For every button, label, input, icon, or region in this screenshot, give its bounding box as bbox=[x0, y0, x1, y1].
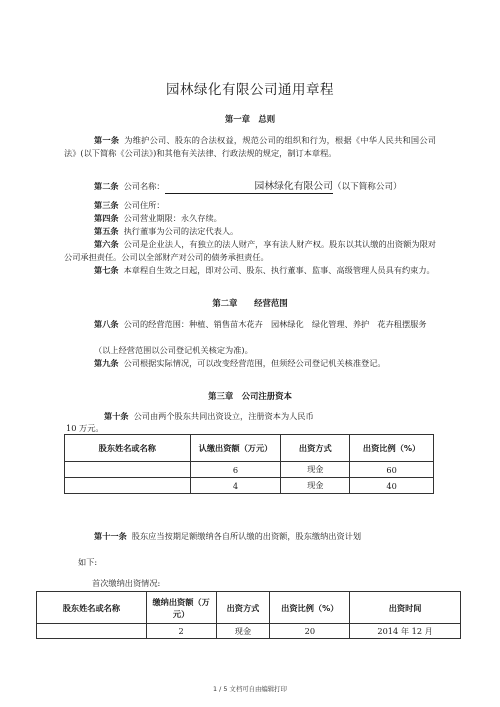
article-2-suffix: （以下简称公司） bbox=[332, 182, 402, 192]
chapter-1-heading: 第一章 总则 bbox=[224, 114, 276, 124]
article-5-label: 第五条 bbox=[94, 226, 119, 236]
table-cell bbox=[37, 624, 147, 639]
table-cell: 现金 bbox=[281, 478, 350, 494]
table-row bbox=[37, 624, 461, 639]
article-1-label: 第一条 bbox=[94, 135, 120, 145]
article-4-label: 第四条 bbox=[94, 213, 119, 223]
article-11 bbox=[64, 530, 436, 543]
table-cell: 现金 bbox=[281, 462, 350, 478]
article-3 bbox=[64, 199, 436, 212]
table-header: 认缴出资额（万元） bbox=[190, 435, 281, 462]
table-cell: 现金 bbox=[216, 624, 270, 639]
first-payment-caption: 首次缴纳出资情况: bbox=[92, 578, 161, 588]
article-11-label: 第十一条 bbox=[94, 531, 127, 541]
article-11-continued: 如下: bbox=[78, 557, 98, 567]
article-8-text: 公司的经营范围：种植、销售苗木花卉 园林绿化 绿化管理、养护 花卉租摆服务 bbox=[123, 319, 427, 329]
shareholder-subscription-table bbox=[64, 434, 434, 494]
table-header: 出资方式 bbox=[281, 435, 350, 462]
article-4 bbox=[64, 212, 436, 225]
article-1 bbox=[64, 134, 436, 160]
article-7-label: 第七条 bbox=[94, 265, 119, 275]
article-10-label: 第十条 bbox=[104, 411, 129, 421]
table-row bbox=[65, 462, 434, 478]
table-cell bbox=[65, 462, 191, 478]
article-3-text: 公司住所： bbox=[123, 200, 165, 210]
table-cell: 40 bbox=[350, 478, 434, 494]
table-cell: 60 bbox=[350, 462, 434, 478]
article-8-label: 第八条 bbox=[94, 319, 119, 329]
table-cell: 2 bbox=[146, 624, 216, 639]
chapter-2-heading: 第二章 经营范围 bbox=[212, 298, 288, 308]
article-9-text: 公司根据实际情况，可以改变经营范围，但须经公司登记机关核准登记。 bbox=[123, 358, 386, 368]
article-10-amount: 10 万元。 bbox=[66, 423, 104, 433]
first-payment-table bbox=[36, 591, 461, 639]
article-11-text: 股东应当按期足额缴纳各自所认缴的出资额，股东缴纳出资计划 bbox=[131, 531, 362, 541]
table-cell: 2014 年 12 月 bbox=[350, 624, 461, 639]
table-header-row bbox=[37, 592, 461, 624]
article-8 bbox=[64, 318, 436, 331]
chapter-3-heading: 第三章 公司注册资本 bbox=[208, 391, 292, 401]
table-header-row bbox=[65, 435, 434, 462]
article-10-text: 公司由两个股东共同出资设立，注册资本为人民币 bbox=[133, 411, 314, 421]
article-5 bbox=[64, 225, 436, 238]
table-cell: 20 bbox=[270, 624, 350, 639]
article-6 bbox=[64, 238, 436, 264]
article-8-note: （以上经营范围以公司登记机关核定为准)。 bbox=[94, 345, 253, 355]
table-header: 缴纳出资额（万元） bbox=[146, 592, 216, 624]
article-4-text: 公司营业期限：永久存续。 bbox=[123, 213, 222, 223]
article-2 bbox=[64, 180, 436, 194]
article-7 bbox=[64, 264, 436, 277]
page-footer: 1 / 5 文档可自由编辑打印 bbox=[213, 685, 287, 693]
article-6-text: 公司是企业法人，有独立的法人财产，享有法人财产权。股东以其认缴的出资额为限对公司承担责任。公司以全部财产对公司的债务承担责任。 bbox=[64, 239, 436, 263]
table-header: 股东姓名或名称 bbox=[37, 592, 147, 624]
article-2-label: 第二条 bbox=[94, 181, 119, 191]
table-header: 出资比例（%） bbox=[270, 592, 350, 624]
article-2-prefix: 公司名称： bbox=[123, 181, 165, 191]
table-header: 出资比例（%） bbox=[350, 435, 434, 462]
article-5-text: 执行董事为公司的法定代表人。 bbox=[123, 226, 239, 236]
article-9 bbox=[64, 357, 436, 370]
article-6-label: 第六条 bbox=[94, 239, 119, 249]
article-3-label: 第三条 bbox=[94, 200, 119, 210]
article-1-text: 为维护公司、股东的合法权益，规范公司的组织和行为，根据《中华人民共和国公司法》(以下简称《公司法》)和其他有关法律、行政法规的规定，制订本章程。 bbox=[64, 135, 436, 159]
article-9-label: 第九条 bbox=[94, 358, 119, 368]
document-title: 园林绿化有限公司通用章程 bbox=[166, 82, 334, 98]
table-cell bbox=[65, 478, 191, 494]
table-cell: 6 bbox=[190, 462, 281, 478]
table-cell: 4 bbox=[190, 478, 281, 494]
table-header: 股东姓名或名称 bbox=[65, 435, 191, 462]
table-row bbox=[65, 478, 434, 494]
article-7-text: 本章程自生效之日起，即对公司、股东、执行董事、监事、高级管理人员具有约束力。 bbox=[123, 265, 435, 275]
table-header: 出资方式 bbox=[216, 592, 270, 624]
table-header: 出资时间 bbox=[350, 592, 461, 624]
company-name: 园林绿化有限公司 bbox=[165, 181, 333, 194]
